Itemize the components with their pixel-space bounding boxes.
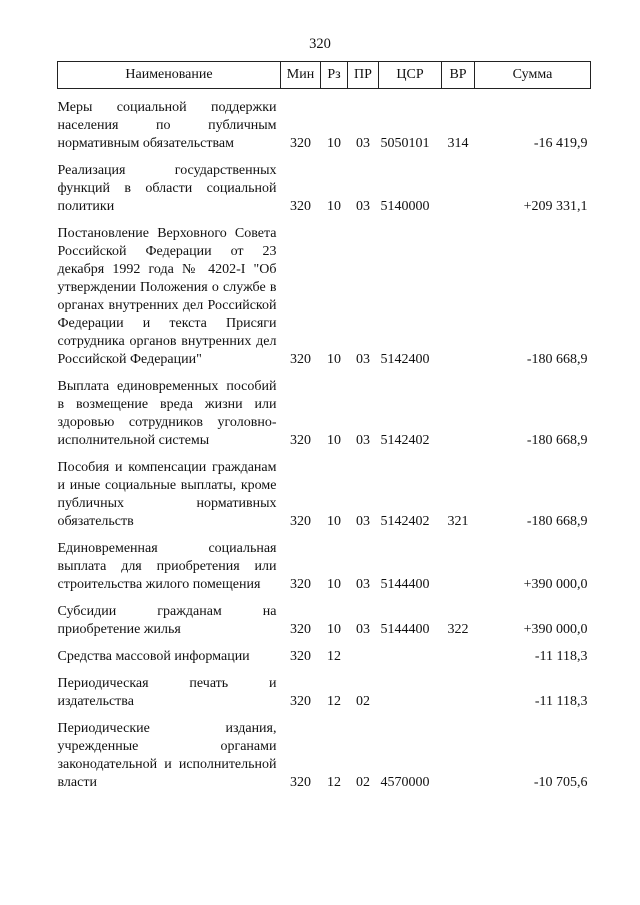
cell-csr: 5144400	[380, 622, 430, 637]
cell-vr	[442, 531, 475, 594]
cell-min: 320	[290, 199, 311, 214]
cell-sum: +390 000,0	[523, 622, 588, 637]
table-body	[58, 89, 591, 793]
header-pr: ПР	[348, 62, 379, 89]
cell-sum: +209 331,1	[523, 199, 588, 214]
table-row	[58, 450, 591, 531]
cell-csr	[379, 639, 442, 666]
cell-name: Выплата единовременных пособий в возмещение вреда жизни или здоровью сотрудников уголовно-исполнительной системы	[57, 379, 277, 448]
table-row	[58, 89, 591, 154]
cell-name: Единовременная социальная выплата для приобретения или строительства жилого помещения	[57, 541, 277, 592]
header-name: Наименование	[58, 62, 281, 89]
cell-rz: 10	[327, 352, 341, 367]
cell-pr: 03	[356, 352, 370, 367]
cell-pr: 03	[356, 514, 370, 529]
header-csr: ЦСР	[379, 62, 442, 89]
cell-rz: 12	[327, 775, 341, 790]
cell-csr: 5142402	[380, 433, 430, 448]
cell-sum: +390 000,0	[523, 577, 588, 592]
cell-csr: 5144400	[380, 577, 430, 592]
cell-pr: 03	[356, 199, 370, 214]
cell-sum: -180 668,9	[526, 352, 588, 367]
cell-name: Меры социальной поддержки населения по публичным нормативным обязательствам	[57, 100, 277, 151]
budget-table	[57, 61, 591, 792]
cell-rz: 10	[327, 577, 341, 592]
table-row	[58, 594, 591, 639]
cell-vr	[442, 666, 475, 711]
cell-vr	[442, 639, 475, 666]
cell-pr: 03	[356, 433, 370, 448]
cell-csr: 5142402	[380, 514, 430, 529]
cell-rz: 10	[327, 433, 341, 448]
table-header	[58, 62, 591, 89]
cell-sum: -11 118,3	[534, 694, 588, 709]
cell-pr: 03	[356, 622, 370, 637]
cell-vr: 322	[447, 622, 469, 637]
cell-pr: 02	[356, 775, 370, 790]
cell-csr: 5140000	[380, 199, 430, 214]
cell-sum: -11 118,3	[534, 649, 588, 664]
cell-pr: 02	[356, 694, 370, 709]
table-row	[58, 711, 591, 792]
cell-sum: -180 668,9	[526, 433, 588, 448]
table-row	[58, 666, 591, 711]
cell-rz: 12	[327, 649, 341, 664]
cell-min: 320	[290, 622, 311, 637]
cell-vr	[442, 369, 475, 450]
cell-name: Субсидии гражданам на приобретение жилья	[57, 604, 277, 637]
cell-vr	[442, 216, 475, 369]
cell-rz: 10	[327, 622, 341, 637]
cell-min: 320	[290, 136, 311, 151]
cell-csr: 5142400	[380, 352, 430, 367]
cell-name: Пособия и компенсации гражданам и иные социальные выплаты, кроме публичных нормативных обязательств	[57, 460, 277, 529]
cell-sum: -180 668,9	[526, 514, 588, 529]
cell-rz: 10	[327, 514, 341, 529]
cell-vr	[442, 711, 475, 792]
cell-csr: 5050101	[380, 136, 430, 151]
cell-min: 320	[290, 514, 311, 529]
cell-min: 320	[290, 433, 311, 448]
cell-vr: 314	[447, 136, 469, 151]
header-vr: ВР	[442, 62, 475, 89]
table-row	[58, 216, 591, 369]
cell-name: Периодические издания, учрежденные органами законодательной и исполнительной власти	[57, 721, 277, 790]
cell-pr	[348, 639, 379, 666]
cell-csr	[379, 666, 442, 711]
header-sum: Сумма	[475, 62, 591, 89]
header-min: Мин	[281, 62, 321, 89]
cell-name: Периодическая печать и издательства	[57, 676, 277, 709]
cell-rz: 10	[327, 136, 341, 151]
table-row	[58, 369, 591, 450]
cell-name: Реализация государственных функций в области социальной политики	[57, 163, 277, 214]
table-row	[58, 531, 591, 594]
cell-min: 320	[290, 649, 311, 664]
cell-csr: 4570000	[380, 775, 430, 790]
cell-min: 320	[290, 352, 311, 367]
cell-pr: 03	[356, 577, 370, 592]
table-row	[58, 639, 591, 666]
header-rz: Рз	[321, 62, 348, 89]
cell-min: 320	[290, 694, 311, 709]
cell-name: Постановление Верховного Совета Российской Федерации от 23 декабря 1992 года № 4202-I "Об утверждении Положения о службе в органах внутренних дел Российской Федерации и текста Присяги сотрудника органов внутренних дел Российской Федерации"	[57, 226, 277, 367]
cell-rz: 12	[327, 694, 341, 709]
cell-vr: 321	[447, 514, 469, 529]
cell-sum: -16 419,9	[533, 136, 588, 151]
table-row	[58, 153, 591, 216]
cell-sum: -10 705,6	[533, 775, 588, 790]
cell-rz: 10	[327, 199, 341, 214]
page-number: 320	[309, 36, 331, 52]
cell-vr	[442, 153, 475, 216]
cell-min: 320	[290, 775, 311, 790]
cell-pr: 03	[356, 136, 370, 151]
cell-name: Средства массовой информации	[57, 649, 250, 664]
cell-min: 320	[290, 577, 311, 592]
